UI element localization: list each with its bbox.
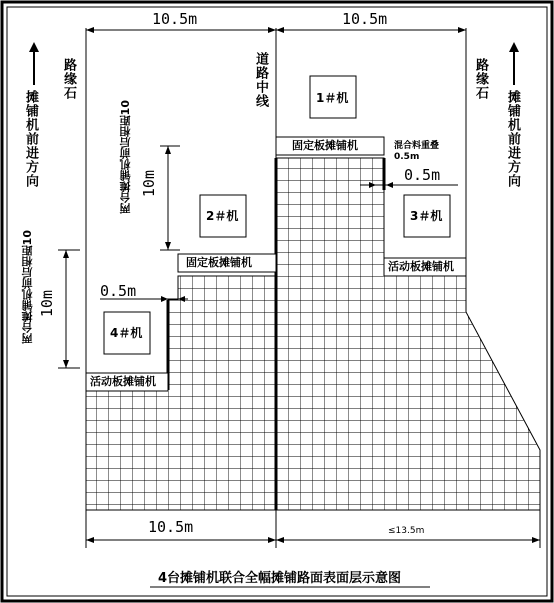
paved-surface <box>86 158 540 510</box>
machine-1-label: 1＃机 <box>316 91 349 105</box>
top-left-width: 10.5m <box>152 10 198 28</box>
paving-direction-left: 摊铺机前进方向 <box>23 90 38 188</box>
curb-left-label: 路缘石 <box>61 58 76 100</box>
fixed-screed-1-label: 固定板摊铺机 <box>292 139 358 152</box>
fixed-screed-2-label: 固定板摊铺机 <box>186 256 252 269</box>
right-direction-arrow <box>509 42 519 52</box>
curb-right-label: 路缘石 <box>473 58 488 100</box>
paving-direction-right: 摊铺机前进方向 <box>505 90 520 188</box>
bottom-right-width: ≤13.5m <box>388 526 425 536</box>
mid-spacing-label: 10m <box>140 170 158 198</box>
bottom-left-width: 10.5m <box>148 518 194 536</box>
spacing-note-left: 两台摊铺机前后相距10 <box>21 230 34 345</box>
left-direction-arrow <box>29 42 39 52</box>
right-offset-label: 0.5m <box>404 166 441 184</box>
spacing-note-mid: 两台摊铺机前后相距10 <box>119 100 132 215</box>
overlap-note: 混合料重叠0.5m <box>394 141 440 162</box>
left-offset-label: 0.5m <box>100 282 137 300</box>
movable-screed-3-label: 活动板摊铺机 <box>388 260 454 273</box>
top-right-width: 10.5m <box>342 10 388 28</box>
road-center-label: 道路中线 <box>253 52 268 108</box>
machine-4-label: 4＃机 <box>110 326 143 340</box>
left-spacing-label: 10m <box>38 290 56 318</box>
machine-3-label: 3＃机 <box>410 209 443 223</box>
diagram-caption: 4台摊铺机联合全幅摊铺路面表面层示意图 <box>158 571 402 586</box>
movable-screed-4-label: 活动板摊铺机 <box>90 375 156 388</box>
machine-2-label: 2＃机 <box>206 209 239 223</box>
